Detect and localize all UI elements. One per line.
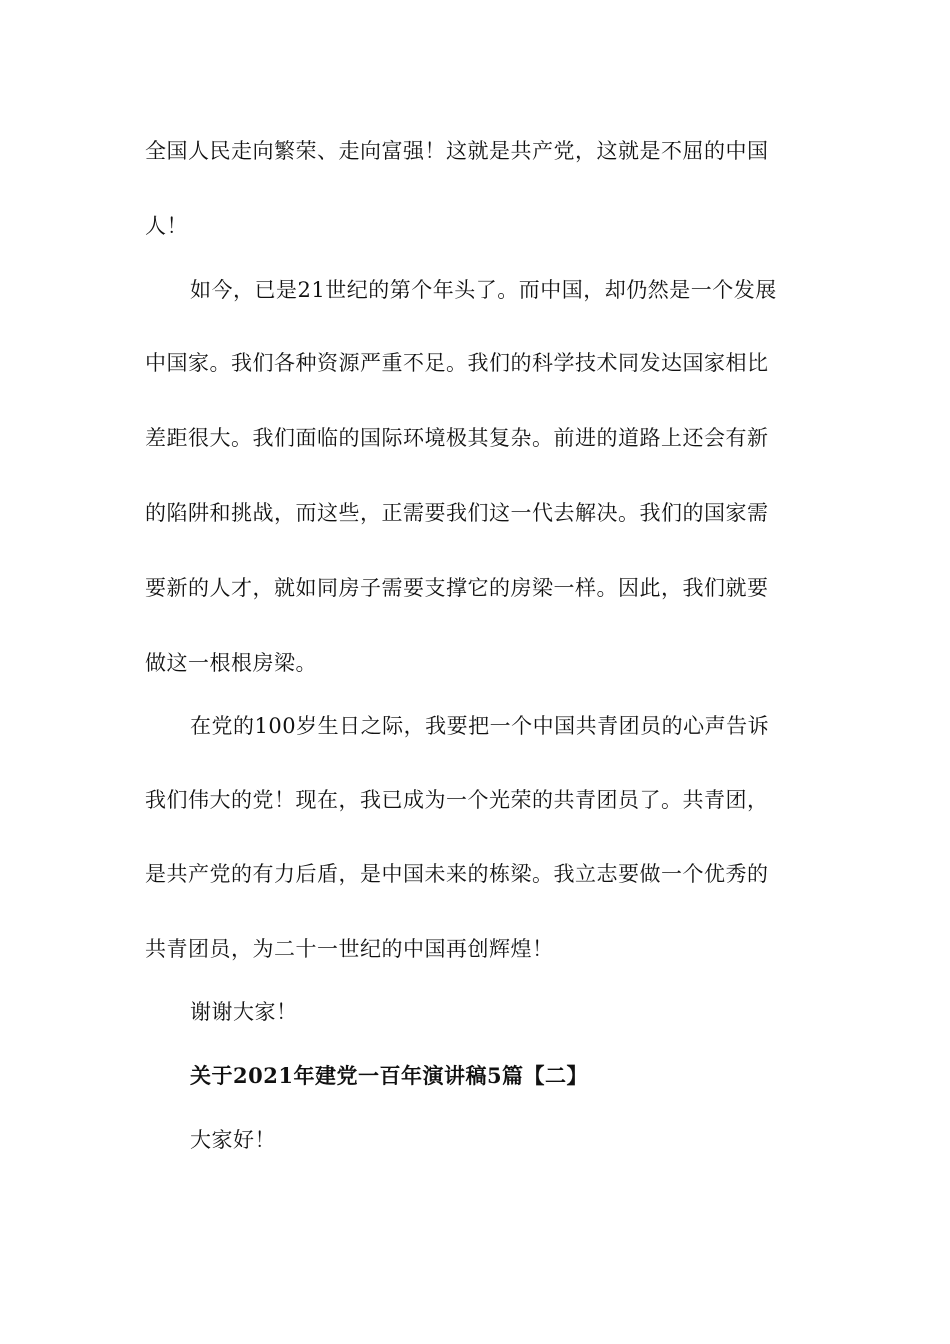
closing-line: 谢谢大家！ — [190, 1000, 298, 1024]
text-line: 全国人民走向繁荣、走向富强！这就是共产党，这就是不屈的中国 — [145, 139, 769, 163]
section-heading: 关于2021年建党一百年演讲稿5篇【二】 — [190, 1063, 589, 1088]
paragraph-start-line: 在党的100岁生日之际，我要把一个中国共青团员的心声告诉 — [190, 714, 770, 738]
text-line: 共青团员，为二十一世纪的中国再创辉煌！ — [145, 937, 554, 961]
greeting-line: 大家好！ — [190, 1128, 276, 1152]
text-line: 我们伟大的党！现在，我已成为一个光荣的共青团员了。共青团， — [145, 788, 769, 812]
text-line: 是共产党的有力后盾，是中国未来的栋梁。我立志要做一个优秀的 — [145, 862, 769, 886]
text-line: 人！ — [145, 214, 188, 238]
text-line: 做这一根根房梁。 — [145, 651, 317, 675]
text-line: 要新的人才，就如同房子需要支撑它的房梁一样。因此，我们就要 — [145, 576, 769, 600]
paragraph-start-line: 如今，已是21世纪的第个年头了。而中国，却仍然是一个发展 — [190, 278, 777, 302]
text-line: 差距很大。我们面临的国际环境极其复杂。前进的道路上还会有新 — [145, 426, 769, 450]
text-line: 的陷阱和挑战，而这些，正需要我们这一代去解决。我们的国家需 — [145, 501, 769, 525]
text-line: 中国家。我们各种资源严重不足。我们的科学技术同发达国家相比 — [145, 351, 769, 375]
